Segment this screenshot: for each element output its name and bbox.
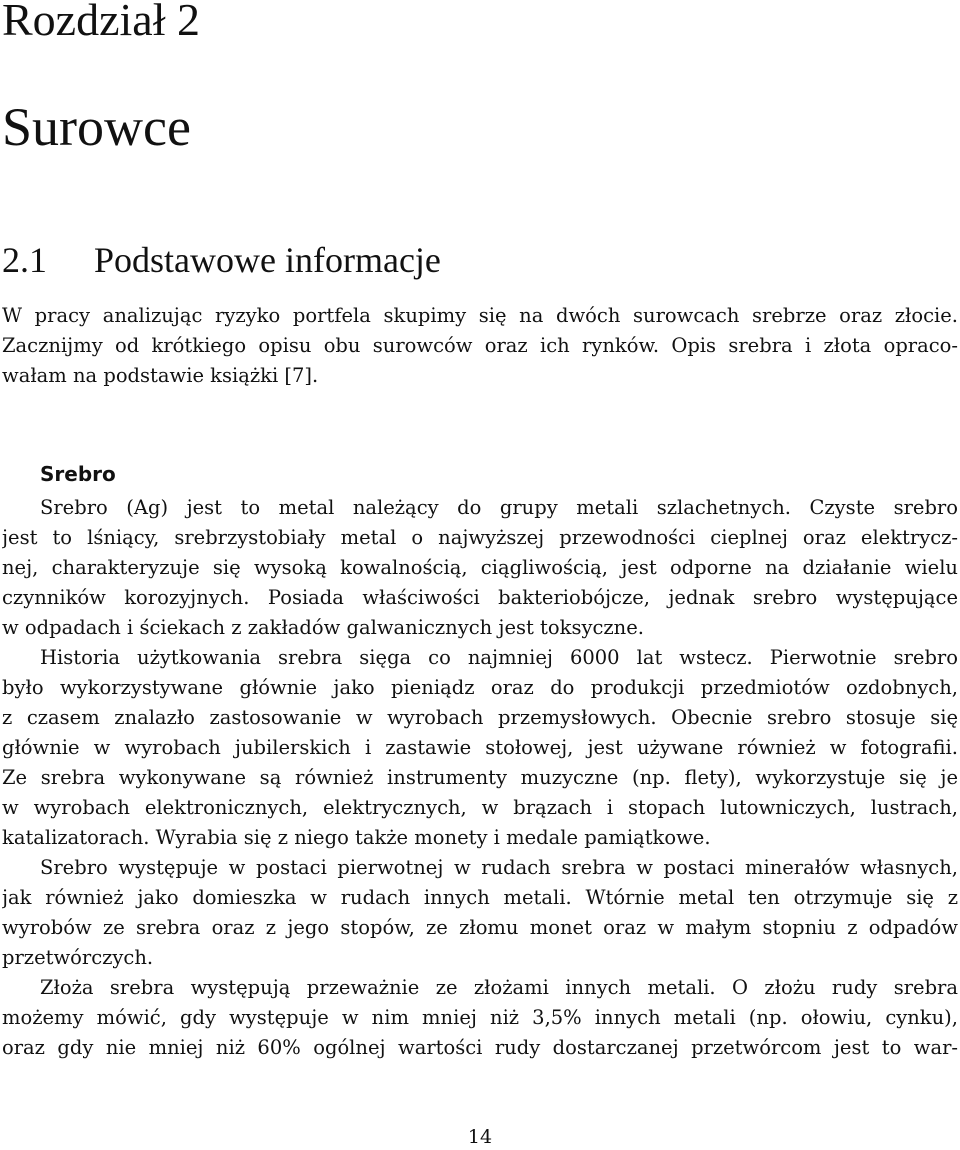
paragraph-line: w wyrobach elektronicznych, elektrycznych, w brązach i stopach lutowniczych, lustrach, (2, 796, 958, 819)
paragraph-line: nej, charakteryzuje się wysoką kowalnością, ciągliwością, jest odporne na działanie wielu (2, 556, 958, 579)
chapter-title: Surowce (2, 97, 191, 157)
paragraph-line: możemy mówić, gdy występuje w nim mniej niż 3,5% innych metali (np. ołowiu, cynku), (2, 1006, 958, 1029)
paragraph-line: Ze srebra wykonywane są również instrumenty muzyczne (np. flety), wykorzystuje się je (2, 766, 958, 789)
paragraph-line: jak również jako domieszka w rudach innych metali. Wtórnie metal ten otrzymuje się z (2, 886, 958, 909)
paragraph-line: W pracy analizując ryzyko portfela skupimy się na dwóch surowcach srebrze oraz złocie. (2, 304, 958, 327)
paragraph-line: katalizatorach. Wyrabia się z niego także monety i medale pamiątkowe. (2, 826, 711, 849)
paragraph-line: Złoża srebra występują przeważnie ze złożami innych metali. O złożu rudy srebra (40, 976, 958, 999)
paragraph-line: było wykorzystywane głównie jako pieniądz oraz do produkcji przedmiotów ozdobnych, (2, 676, 958, 699)
paragraph-line: jest to lśniący, srebrzystobiały metal o najwyższej przewodności cieplnej oraz elektrycz- (2, 526, 958, 549)
section-heading (2, 240, 441, 280)
paragraph-line: Zacznijmy od krótkiego opisu obu surowców oraz ich rynków. Opis srebra i złota opraco- (2, 334, 958, 357)
paragraph-line: z czasem znalazło zastosowanie w wyrobach przemysłowych. Obecnie srebro stosuje się (2, 706, 958, 729)
paragraph-line: oraz gdy nie mniej niż 60% ogólnej wartości rudy dostarczanej przetwórcom jest to war- (2, 1036, 958, 1059)
paragraph-line: głównie w wyrobach jubilerskich i zastawie stołowej, jest używane również w fotografii. (2, 736, 958, 759)
paragraph-line: czynników korozyjnych. Posiada właściwości bakteriobójcze, jednak srebro występujące (2, 586, 958, 609)
paragraph-line: Srebro występuje w postaci pierwotnej w rudach srebra w postaci minerałów własnych, (40, 856, 958, 879)
paragraph-line: w odpadach i ściekach z zakładów galwanicznych jest toksyczne. (2, 616, 644, 639)
section-title: Podstawowe informacje (94, 240, 441, 280)
intro-paragraph (2, 301, 958, 391)
chapter-label: Rozdział 2 (2, 0, 200, 45)
paragraph-line: przetwórczych. (2, 946, 154, 969)
paragraph-line: Historia użytkowania srebra sięga co najmniej 6000 lat wstecz. Pierwotnie srebro (40, 646, 958, 669)
page-number: 14 (467, 1126, 493, 1148)
paragraph-line: wyrobów ze srebra oraz z jego stopów, ze złomu monet oraz w małym stopniu z odpadów (2, 916, 958, 939)
subsection-heading: Srebro (40, 462, 116, 486)
section-number: 2.1 (2, 240, 47, 280)
paragraph-line: wałam na podstawie książki [7]. (2, 364, 319, 387)
body-text (2, 493, 958, 1063)
paragraph-line: Srebro (Ag) jest to metal należący do grupy metali szlachetnych. Czyste srebro (40, 496, 958, 519)
